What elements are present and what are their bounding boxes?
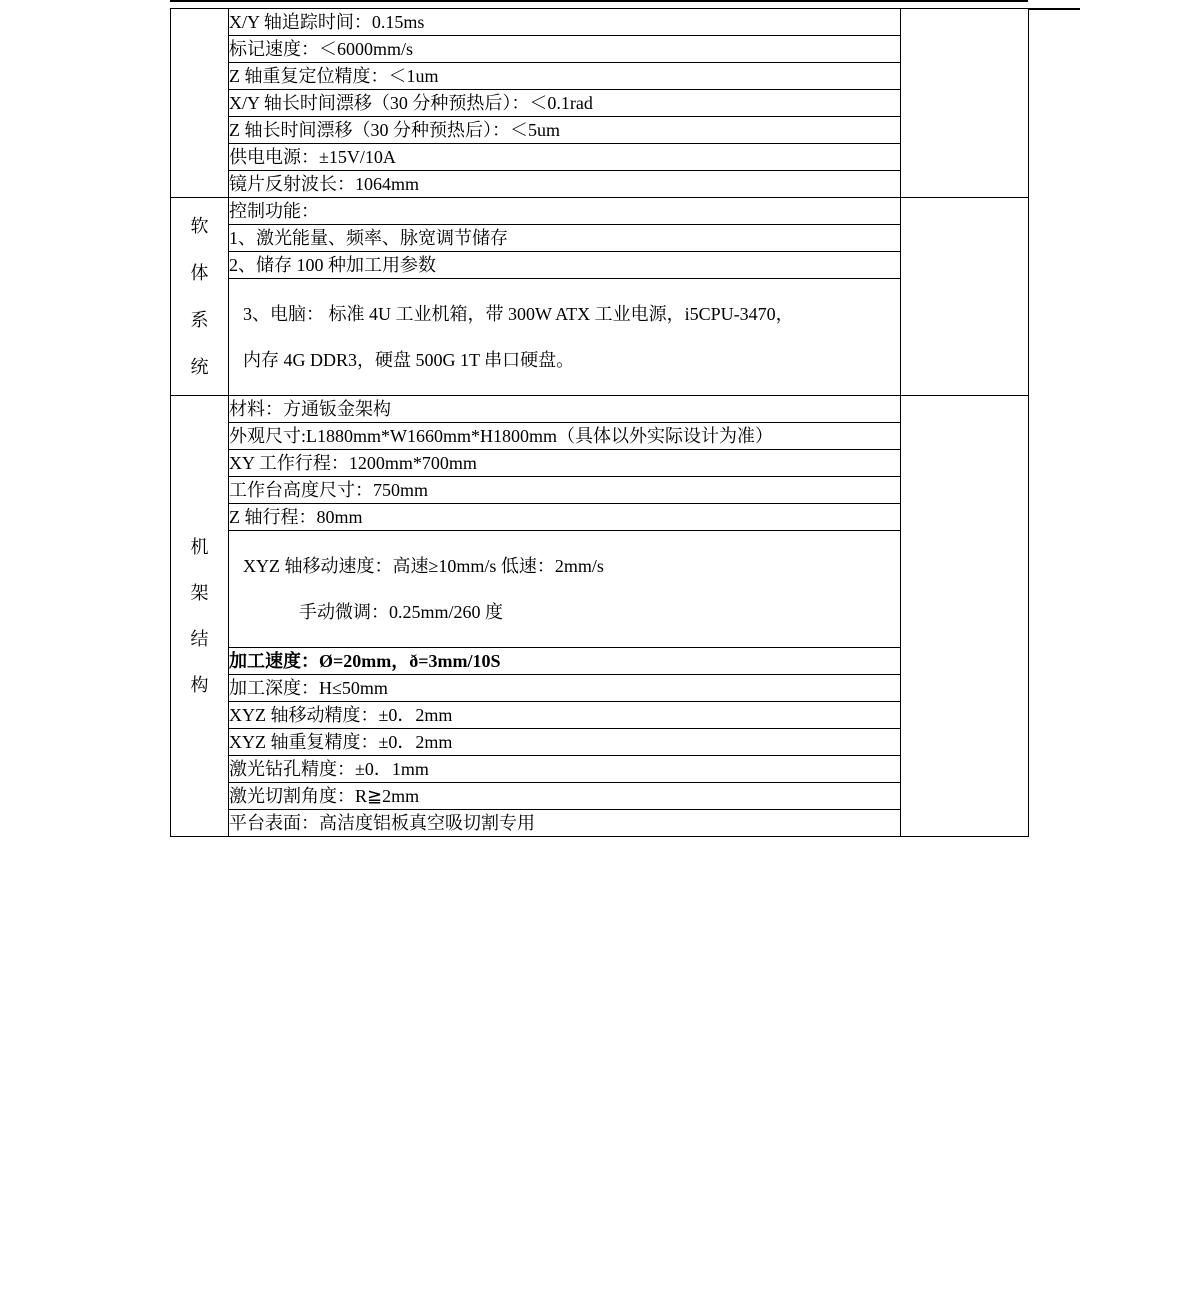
header-rule — [170, 0, 1028, 2]
spec-text-line1: 3、电脑： 标准 4U 工业机箱，带 300W ATX 工业电源，i5CPU-3470， — [243, 304, 794, 324]
remark-cell-software — [901, 198, 1029, 396]
table-row — [171, 729, 1029, 756]
spec-text: Z 轴长时间漂移（30 分种预热后）：＜5um — [229, 117, 901, 144]
header-rule-right — [1028, 8, 1080, 10]
table-row — [171, 675, 1029, 702]
table-row — [171, 702, 1029, 729]
label-char: 统 — [190, 356, 209, 377]
spec-text: 加工深度：H≤50mm — [229, 675, 901, 702]
table-row — [171, 144, 1029, 171]
remark-cell-frame — [901, 396, 1029, 837]
table-row — [171, 504, 1029, 531]
label-char: 系 — [190, 309, 209, 330]
spec-text-line2: 内存 4G DDR3，硬盘 500G 1T 串口硬盘。 — [243, 350, 575, 370]
spec-table — [170, 8, 1029, 837]
spec-text: 控制功能： — [229, 198, 901, 225]
table-row — [171, 450, 1029, 477]
spec-text: Z 轴行程：80mm — [229, 504, 901, 531]
table-row — [171, 9, 1029, 36]
table-row — [171, 648, 1029, 675]
spec-text-multiline — [229, 531, 901, 648]
spec-text-line1: XYZ 轴移动速度：高速≥10mm/s 低速：2mm/s — [243, 556, 604, 576]
spec-text: Z 轴重复定位精度：＜1um — [229, 63, 901, 90]
label-char: 架 — [190, 583, 209, 603]
spec-text: 工作台高度尺寸：750mm — [229, 477, 901, 504]
spec-text: 平台表面：高洁度铝板真空吸切割专用 — [229, 810, 901, 837]
spec-text: XY 工作行程：1200mm*700mm — [229, 450, 901, 477]
table-row — [171, 117, 1029, 144]
spec-text: 外观尺寸:L1880mm*W1660mm*H1800mm（具体以外实际设计为准） — [229, 423, 901, 450]
spec-text-highlight: 加工速度：Ø=20mm，ð=3mm/10S — [229, 648, 901, 675]
table-row — [171, 252, 1029, 279]
table-row — [171, 783, 1029, 810]
spec-text: 标记速度：＜6000mm/s — [229, 36, 901, 63]
remark-cell-0 — [901, 9, 1029, 198]
table-row — [171, 90, 1029, 117]
table-row — [171, 279, 1029, 396]
table-row — [171, 423, 1029, 450]
table-row — [171, 756, 1029, 783]
table-row — [171, 198, 1029, 225]
table-row — [171, 531, 1029, 648]
table-row — [171, 171, 1029, 198]
spec-text: X/Y 轴追踪时间：0.15ms — [229, 9, 901, 36]
spec-text: 激光切割角度：R≧2mm — [229, 783, 901, 810]
table-row — [171, 396, 1029, 423]
spec-text: 2、储存 100 种加工用参数 — [229, 252, 901, 279]
label-char: 构 — [190, 675, 209, 695]
label-char: 软 — [190, 215, 209, 236]
table-row — [171, 225, 1029, 252]
spec-text-multiline — [229, 279, 901, 396]
label-char: 结 — [190, 629, 209, 649]
section-label-frame — [171, 396, 229, 837]
table-row — [171, 810, 1029, 837]
table-row — [171, 477, 1029, 504]
table-row — [171, 36, 1029, 63]
section-label-cell-0 — [171, 9, 229, 198]
spec-text: 1、激光能量、频率、脉宽调节储存 — [229, 225, 901, 252]
section-label-software — [171, 198, 229, 396]
table-row — [171, 63, 1029, 90]
spec-text: 镜片反射波长：1064mm — [229, 171, 901, 198]
spec-text-line2: 手动微调：0.25mm/260 度 — [299, 602, 504, 622]
spec-text: XYZ 轴重复精度：±0．2mm — [229, 729, 901, 756]
spec-text: 激光钻孔精度：±0．1mm — [229, 756, 901, 783]
spec-text: X/Y 轴长时间漂移（30 分种预热后）：＜0.1rad — [229, 90, 901, 117]
spec-text: XYZ 轴移动精度：±0．2mm — [229, 702, 901, 729]
spec-text: 供电电源：±15V/10A — [229, 144, 901, 171]
label-char: 体 — [190, 262, 209, 283]
label-char: 机 — [190, 537, 209, 557]
spec-text: 材料：方通钣金架构 — [229, 396, 901, 423]
